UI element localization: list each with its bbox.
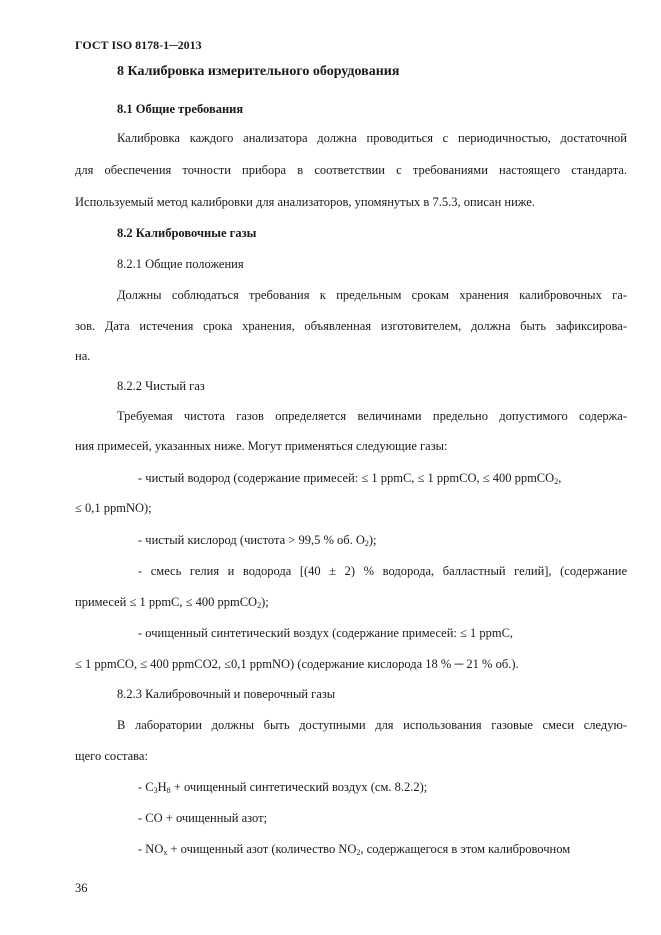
paragraph-line: на. bbox=[75, 349, 91, 363]
paragraph-line: Должны соблюдаться требования к предельным срокам хранения калибровочных га- bbox=[117, 288, 627, 302]
document-header: ГОСТ ISO 8178-1─2013 bbox=[75, 38, 202, 52]
paragraph-line: Требуемая чистота газов определяется величинами предельно допустимого содержа- bbox=[117, 409, 627, 423]
paragraph-line: Используемый метод калибровки для анализаторов, упомянутых в 7.5.3, описан ниже. bbox=[75, 195, 535, 209]
subsection-heading-8-1: 8.1 Общие требования bbox=[117, 102, 244, 116]
clause-heading-8-2-2: 8.2.2 Чистый газ bbox=[117, 379, 205, 393]
list-item: - чистый кислород (чистота > 99,5 % об. $O_2$); bbox=[138, 533, 377, 548]
section-title: 8 Калибровка измерительного оборудования bbox=[117, 64, 400, 79]
paragraph-line: зов. Дата истечения срока хранения, объявленная изготовителем, должна быть зафиксирова- bbox=[75, 319, 627, 333]
list-item-continuation: ≤ 1 ppmCO, ≤ 400 ppmCO2, ≤0,1 ppmNO) (содержание кислорода 18 % ─ 21 % об.). bbox=[75, 657, 519, 671]
paragraph-line: щего состава: bbox=[75, 749, 148, 763]
page-number: 36 bbox=[75, 881, 88, 895]
paragraph-line: ния примесей, указанных ниже. Могут применяться следующие газы: bbox=[75, 439, 448, 453]
list-item: - $NO_x$ + очищенный азот (количество $NO_2$, содержащегося в этом калибровочном bbox=[138, 842, 571, 857]
subsection-heading-8-2: 8.2 Калибровочные газы bbox=[117, 226, 257, 240]
paragraph-line: В лаборатории должны быть доступными для использования газовые смеси следую- bbox=[117, 718, 627, 732]
list-item-continuation: ≤ 0,1 ppmNO); bbox=[75, 501, 152, 515]
list-item: - $C_3H_8$ + очищенный синтетический воздух (см. 8.2.2); bbox=[138, 780, 428, 795]
paragraph-line: Калибровка каждого анализатора должна проводиться с периодичностью, достаточной bbox=[117, 131, 627, 145]
clause-heading-8-2-3: 8.2.3 Калибровочный и поверочный газы bbox=[117, 687, 336, 701]
list-item: - CO + очищенный азот; bbox=[138, 811, 268, 825]
list-item: - смесь гелия и водорода [(40 ± 2) % водорода, балластный гелий], (содержание bbox=[138, 564, 627, 578]
list-item: - очищенный синтетический воздух (содержание примесей: ≤ 1 ppmC, bbox=[138, 626, 514, 640]
clause-heading-8-2-1: 8.2.1 Общие положения bbox=[117, 257, 244, 271]
list-item: - чистый водород (содержание примесей: ≤ 1 ppmC, ≤ 1 ppmCO, ≤ 400 ppmCO$_2$, bbox=[138, 471, 562, 486]
list-item-continuation: примесей ≤ 1 ppmC, ≤ 400 ppmCO$_2$); bbox=[75, 595, 269, 610]
paragraph-line: для обеспечения точности прибора в соответствии с требованиями настоящего стандарта. bbox=[75, 163, 627, 177]
